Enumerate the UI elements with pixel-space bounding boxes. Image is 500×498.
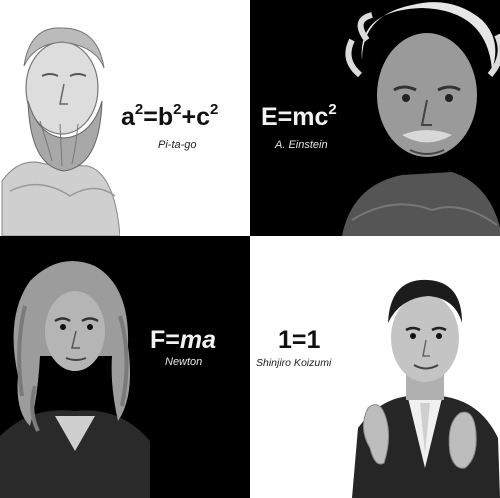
- formula-koizumi: 1=1: [278, 326, 321, 354]
- panel-pythagoras: [0, 0, 250, 236]
- caption-koizumi: Shinjiro Koizumi: [256, 357, 332, 369]
- bust-sculpture-portrait: [0, 6, 120, 236]
- panel-newton: [0, 236, 250, 498]
- formula-pythagoras: $a^2=b^2+c^2$: [121, 101, 219, 131]
- caption-einstein: A. Einstein: [275, 139, 328, 151]
- man-in-suit-portrait: [350, 268, 500, 498]
- long-haired-man-portrait: [0, 236, 150, 498]
- caption-pythagoras: Pi-ta-go: [158, 139, 197, 151]
- formula-newton: F=ma: [150, 326, 217, 354]
- panel-koizumi: [250, 236, 500, 498]
- panel-einstein: [250, 0, 500, 236]
- caption-newton: Newton: [165, 356, 203, 368]
- elderly-man-portrait: [332, 0, 500, 236]
- formula-einstein: $E=mc^2$: [261, 101, 337, 131]
